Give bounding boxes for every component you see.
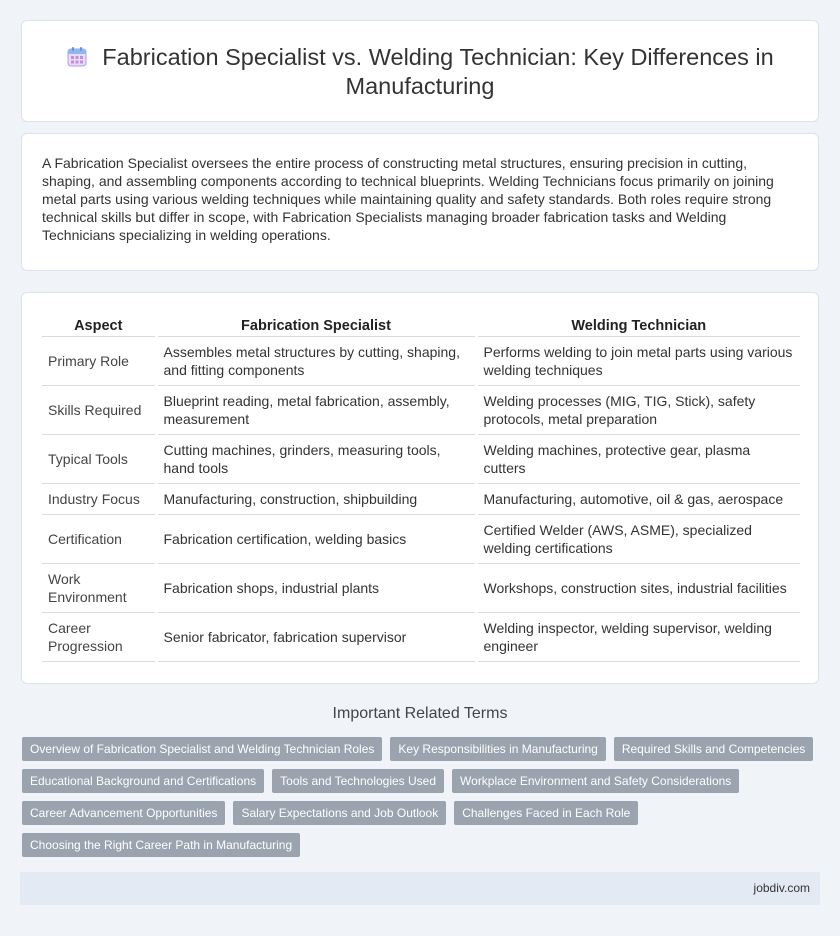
fabrication-cell: Fabrication certification, welding basics [156,514,476,563]
aspect-cell: Primary Role [42,336,156,385]
aspect-cell: Skills Required [42,385,156,434]
aspect-cell: Industry Focus [42,483,156,514]
welding-cell: Welding processes (MIG, TIG, Stick), safety protocols, metal preparation [476,385,800,434]
page-title-wrap [22,43,818,101]
title-card [21,20,819,122]
welding-cell: Certified Welder (AWS, ASME), specialized welding certifications [476,514,800,563]
welding-cell: Workshops, construction sites, industrial facilities [476,563,800,612]
fabrication-cell: Cutting machines, grinders, measuring tools, hand tools [156,434,476,483]
header-fabrication-specialist: Fabrication Specialist [156,314,476,336]
comparison-table [42,314,800,662]
table-row [42,483,800,514]
related-term-tag[interactable]: Workplace Environment and Safety Considerations [452,769,739,793]
aspect-cell: Typical Tools [42,434,156,483]
header-welding-technician: Welding Technician [476,314,800,336]
related-terms-heading: Important Related Terms [332,705,508,722]
table-row [42,514,800,563]
related-terms-list [22,737,822,865]
footer [20,872,820,905]
intro-card [21,133,819,271]
table-row [42,612,800,661]
table-row [42,563,800,612]
table-row [42,385,800,434]
welding-cell: Manufacturing, automotive, oil & gas, aerospace [476,483,800,514]
calendar-grid-icon [66,46,88,68]
fabrication-cell: Senior fabricator, fabrication supervisor [156,612,476,661]
aspect-cell: Certification [42,514,156,563]
related-term-tag[interactable]: Educational Background and Certifications [22,769,264,793]
footer-site-link[interactable]: jobdiv.com [753,881,810,895]
aspect-cell: Career Progression [42,612,156,661]
related-term-tag[interactable]: Tools and Technologies Used [272,769,444,793]
welding-cell: Welding inspector, welding supervisor, welding engineer [476,612,800,661]
welding-cell: Performs welding to join metal parts using various welding techniques [476,336,800,385]
table-row [42,434,800,483]
header-aspect: Aspect [42,314,156,336]
intro-paragraph: A Fabrication Specialist oversees the entire process of constructing metal structures, ensuring precision in cutting, shaping, and assembling components according to technical blueprints. Welding Technicians focus primarily on joining metal parts using various welding techniques while maintaining quality and safety standards. Both roles require strong technical skills but differ in scope, with Fabrication Specialists managing broader fabrication tasks and Welding Technicians specializing in welding operations. [42,155,774,243]
related-term-tag[interactable]: Choosing the Right Career Path in Manufacturing [22,833,300,857]
related-term-tag[interactable]: Key Responsibilities in Manufacturing [390,737,605,761]
fabrication-cell: Manufacturing, construction, shipbuilding [156,483,476,514]
welding-cell: Welding machines, protective gear, plasma cutters [476,434,800,483]
fabrication-cell: Blueprint reading, metal fabrication, assembly, measurement [156,385,476,434]
related-term-tag[interactable]: Career Advancement Opportunities [22,801,225,825]
related-term-tag[interactable]: Overview of Fabrication Specialist and Welding Technician Roles [22,737,382,761]
related-term-tag[interactable]: Required Skills and Competencies [614,737,813,761]
related-term-tag[interactable]: Salary Expectations and Job Outlook [233,801,446,825]
fabrication-cell: Fabrication shops, industrial plants [156,563,476,612]
page-title: Fabrication Specialist vs. Welding Technician: Key Differences in Manufacturing [102,44,774,99]
aspect-cell: Work Environment [42,563,156,612]
fabrication-cell: Assembles metal structures by cutting, shaping, and fitting components [156,336,476,385]
table-row [42,336,800,385]
related-term-tag[interactable]: Challenges Faced in Each Role [454,801,638,825]
comparison-card [21,292,819,684]
